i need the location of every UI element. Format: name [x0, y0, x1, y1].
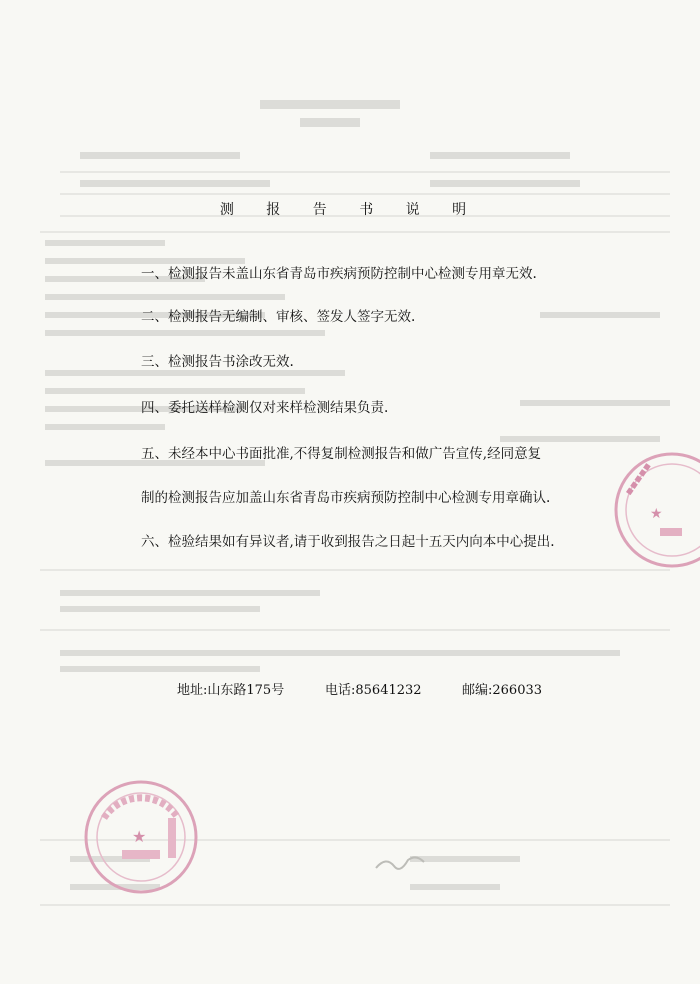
- official-seal-icon: [82, 778, 200, 896]
- note-item-2: 二、检测报告无编制、审核、签发人签字无效.: [141, 309, 416, 325]
- svg-text:▪▪▪▪▪: ▪▪▪▪▪: [621, 459, 654, 498]
- note-item-5-continued: 制的检测报告应加盖山东省青岛市疾病预防控制中心检测专用章确认.: [141, 490, 551, 506]
- contact-postcode: 邮编:266033: [462, 683, 543, 698]
- document-title: 测 报 告 书 说 明: [219, 202, 481, 218]
- note-item-6: 六、检验结果如有异议者,请于收到报告之日起十五天内向本中心提出.: [141, 534, 555, 550]
- contact-address: 地址:山东路175号: [177, 683, 285, 698]
- note-item-1: 一、检测报告未盖山东省青岛市疾病预防控制中心检测专用章无效.: [141, 266, 537, 282]
- svg-text:★: ★: [132, 827, 147, 846]
- note-item-3: 三、检测报告书涂改无效.: [141, 354, 294, 370]
- note-item-5: 五、未经本中心书面批准,不得复制检测报告和做广告宣传,经同意复: [141, 446, 542, 462]
- contact-phone: 电话:85641232: [325, 683, 422, 698]
- official-seal-icon: [610, 448, 700, 578]
- svg-text:★: ★: [650, 506, 663, 522]
- note-item-4: 四、委托送样检测仅对来样检测结果负责.: [141, 400, 389, 416]
